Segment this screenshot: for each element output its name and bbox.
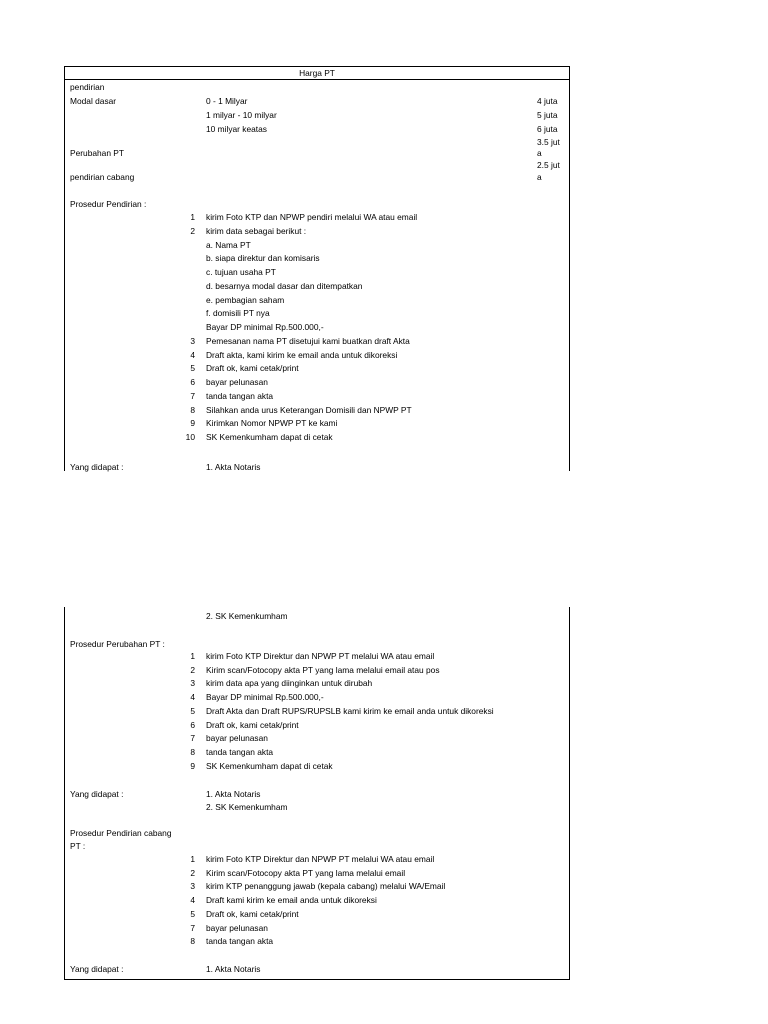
step-number: 10 xyxy=(185,432,195,442)
step-text: a. Nama PT xyxy=(206,239,251,250)
step-number: 4 xyxy=(190,895,195,906)
step-number: 1 xyxy=(190,212,195,222)
step-text: tanda tangan akta xyxy=(206,936,274,947)
step-text: e. pembagian saham xyxy=(206,294,285,305)
step-text: c. tujuan usaha PT xyxy=(206,267,276,277)
yang-didapat-item: 1. Akta Notaris xyxy=(206,789,261,799)
step-number: 3 xyxy=(190,678,195,689)
step-number: 6 xyxy=(190,377,195,387)
yang-didapat-item: 2. SK Kemenkumham xyxy=(206,802,288,812)
step-number: 6 xyxy=(190,719,195,730)
yang-didapat-label: Yang didapat : xyxy=(70,789,124,799)
perubahan-label: Perubahan PT xyxy=(70,148,125,158)
step-number: 3 xyxy=(190,335,195,346)
cabang-heading: Prosedur Pendirian cabang xyxy=(70,828,172,838)
tier-range: 1 milyar - 10 milyar xyxy=(206,110,277,120)
step-number: 7 xyxy=(190,922,195,933)
tier-price: 6 juta xyxy=(537,124,558,134)
step-text: kirim Foto KTP Direktur dan NPWP PT melalui WA atau email xyxy=(206,854,435,864)
cabang-price: 2.5 jut xyxy=(537,160,560,170)
step-text: tanda tangan akta xyxy=(206,746,274,757)
step-number: 4 xyxy=(190,349,195,360)
step-text: Kirimkan Nomor NPWP PT ke kami xyxy=(206,418,338,429)
pendirian-label: pendirian xyxy=(70,82,105,92)
perubahan-price-wrap: a xyxy=(537,148,542,158)
step-text: Bayar DP minimal Rp.500.000,- xyxy=(206,692,324,703)
document-page-1 xyxy=(64,66,570,471)
tier-price: 4 juta xyxy=(537,96,558,106)
tier-range: 10 milyar keatas xyxy=(206,124,267,134)
step-text: kirim data apa yang diinginkan untuk dirubah xyxy=(206,678,373,689)
step-text: Pemesanan nama PT disetujui kami buatkan draft Akta xyxy=(206,335,410,346)
step-number: 8 xyxy=(190,936,195,947)
step-text: Draft ok, kami cetak/print xyxy=(206,908,299,919)
step-text: bayar pelunasan xyxy=(206,733,268,744)
step-text: Draft ok, kami cetak/print xyxy=(206,363,299,374)
step-text: Draft kami kirim ke email anda untuk dikoreksi xyxy=(206,895,377,906)
yang-didapat-item: 1. Akta Notaris xyxy=(206,462,261,472)
perubahan-heading: Prosedur Perubahan PT : xyxy=(70,639,165,649)
step-number: 8 xyxy=(190,404,195,415)
step-number: 2 xyxy=(190,867,195,878)
step-number: 7 xyxy=(190,390,195,401)
step-number: 5 xyxy=(190,705,195,716)
step-text: Kirim scan/Fotocopy akta PT yang lama melalui email xyxy=(206,867,406,878)
tier-price: 5 juta xyxy=(537,110,558,120)
step-text: b. siapa direktur dan komisaris xyxy=(206,253,320,264)
step-number: 3 xyxy=(190,881,195,892)
step-text: bayar pelunasan xyxy=(206,922,268,933)
step-text: kirim data sebagai berikut : xyxy=(206,225,307,236)
step-number: 2 xyxy=(190,225,195,236)
cabang-heading-wrap: PT : xyxy=(70,841,86,851)
step-number: 5 xyxy=(190,908,195,919)
perubahan-price: 3.5 jut xyxy=(537,137,560,147)
step-text: bayar pelunasan xyxy=(206,377,268,387)
pendirian-heading: Prosedur Pendirian : xyxy=(70,199,147,209)
step-number: 1 xyxy=(190,854,195,864)
yang-didapat-item: 1. Akta Notaris xyxy=(206,964,261,974)
step-text: kirim KTP penanggung jawab (kepala cabang) melalui WA/Email xyxy=(206,881,446,892)
cabang-label: pendirian cabang xyxy=(70,172,135,182)
tier-range: 0 - 1 Milyar xyxy=(206,96,248,106)
step-text: Draft akta, kami kirim ke email anda untuk dikoreksi xyxy=(206,349,398,360)
step-text: d. besarnya modal dasar dan ditempatkan xyxy=(206,280,363,291)
step-text: SK Kemenkumham dapat di cetak xyxy=(206,760,333,771)
step-number: 7 xyxy=(190,733,195,744)
step-number: 8 xyxy=(190,746,195,757)
step-number: 1 xyxy=(190,651,195,661)
step-number: 5 xyxy=(190,363,195,374)
step-text: Draft Akta dan Draft RUPS/RUPSLB kami kirim ke email anda untuk dikoreksi xyxy=(206,705,494,716)
sheet-title: Harga PT xyxy=(65,67,569,80)
step-number: 4 xyxy=(190,692,195,703)
step-text: Kirim scan/Fotocopy akta PT yang lama melalui email atau pos xyxy=(206,664,440,675)
modal-dasar-label: Modal dasar xyxy=(70,96,117,106)
step-text: Bayar DP minimal Rp.500.000,- xyxy=(206,322,324,332)
step-text: kirim Foto KTP dan NPWP pendiri melalui WA atau email xyxy=(206,212,418,222)
step-text: Silahkan anda urus Keterangan Domisili dan NPWP PT xyxy=(206,404,412,415)
yang-didapat-label: Yang didapat : xyxy=(70,964,124,974)
step-number: 9 xyxy=(190,418,195,429)
step-text: kirim Foto KTP Direktur dan NPWP PT melalui WA atau email xyxy=(206,651,435,661)
step-text: Draft ok, kami cetak/print xyxy=(206,719,299,730)
yang-didapat-label: Yang didapat : xyxy=(70,462,124,472)
yang-didapat-item: 2. SK Kemenkumham xyxy=(206,611,288,621)
cabang-price-wrap: a xyxy=(537,172,542,182)
step-text: f. domisili PT nya xyxy=(206,308,270,319)
step-number: 2 xyxy=(190,664,195,675)
step-text: SK Kemenkumham dapat di cetak xyxy=(206,432,333,442)
step-text: tanda tangan akta xyxy=(206,390,274,401)
step-number: 9 xyxy=(190,760,195,771)
document-page-2 xyxy=(64,607,570,980)
